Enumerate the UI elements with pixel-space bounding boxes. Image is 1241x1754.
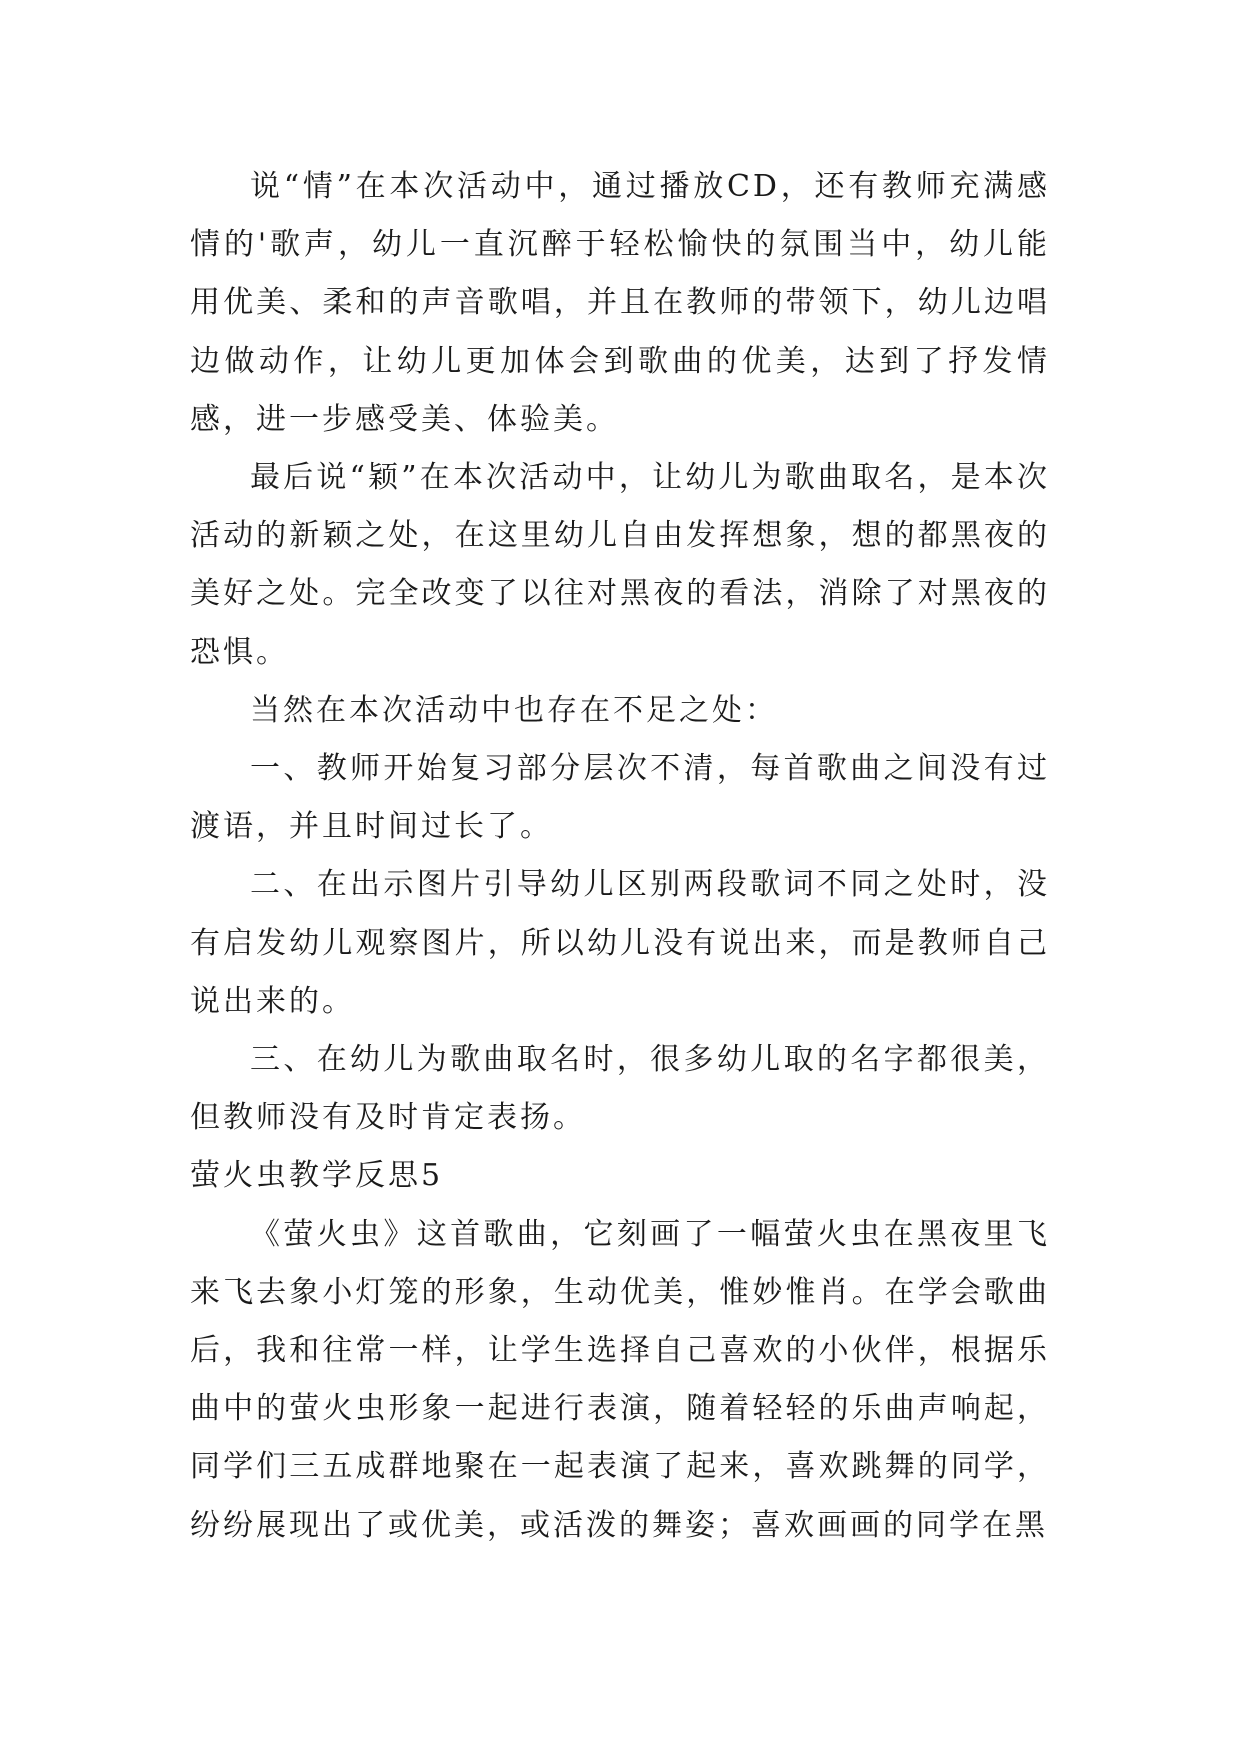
document-body [190,158,1050,1555]
paragraph-qing: 说“情”在本次活动中，通过播放CD，还有教师充满感情的'歌声，幼儿一直沉醉于轻松愉快的氛围当中，幼儿能用优美、柔和的声音歌唱，并且在教师的带领下，幼儿边唱边做动作，让幼儿更加体会到歌曲的优美，达到了抒发情感，进一步感受美、体验美。 [190,169,1050,437]
paragraph-shortcoming-2: 二、在出示图片引导幼儿区别两段歌词不同之处时，没有启发幼儿观察图片，所以幼儿没有说出来，而是教师自己说出来的。 [190,867,1050,1019]
paragraph-firefly-song: 《萤火虫》这首歌曲，它刻画了一幅萤火虫在黑夜里飞来飞去象小灯笼的形象，生动优美，惟妙惟肖。在学会歌曲后，我和往常一样，让学生选择自己喜欢的小伙伴，根据乐曲中的萤火虫形象一起进行表演，随着轻轻的乐曲声响起，同学们三五成群地聚在一起表演了起来，喜欢跳舞的同学，纷纷展现出了或优美，或活泼的舞姿；喜欢画画的同学在黑 [190,1216,1050,1543]
section-heading: 萤火虫教学反思5 [190,1158,444,1194]
paragraph-shortcomings-intro: 当然在本次活动中也存在不足之处： [250,692,778,728]
paragraph-ying: 最后说“颖”在本次活动中，让幼儿为歌曲取名，是本次活动的新颖之处，在这里幼儿自由发挥想象，想的都黑夜的美好之处。完全改变了以往对黑夜的看法，消除了对黑夜的恐惧。 [190,460,1050,670]
paragraph-shortcoming-3: 三、在幼儿为歌曲取名时，很多幼儿取的名字都很美，但教师没有及时肯定表扬。 [190,1042,1050,1136]
paragraph-shortcoming-1: 一、教师开始复习部分层次不清，每首歌曲之间没有过渡语，并且时间过长了。 [190,751,1050,845]
